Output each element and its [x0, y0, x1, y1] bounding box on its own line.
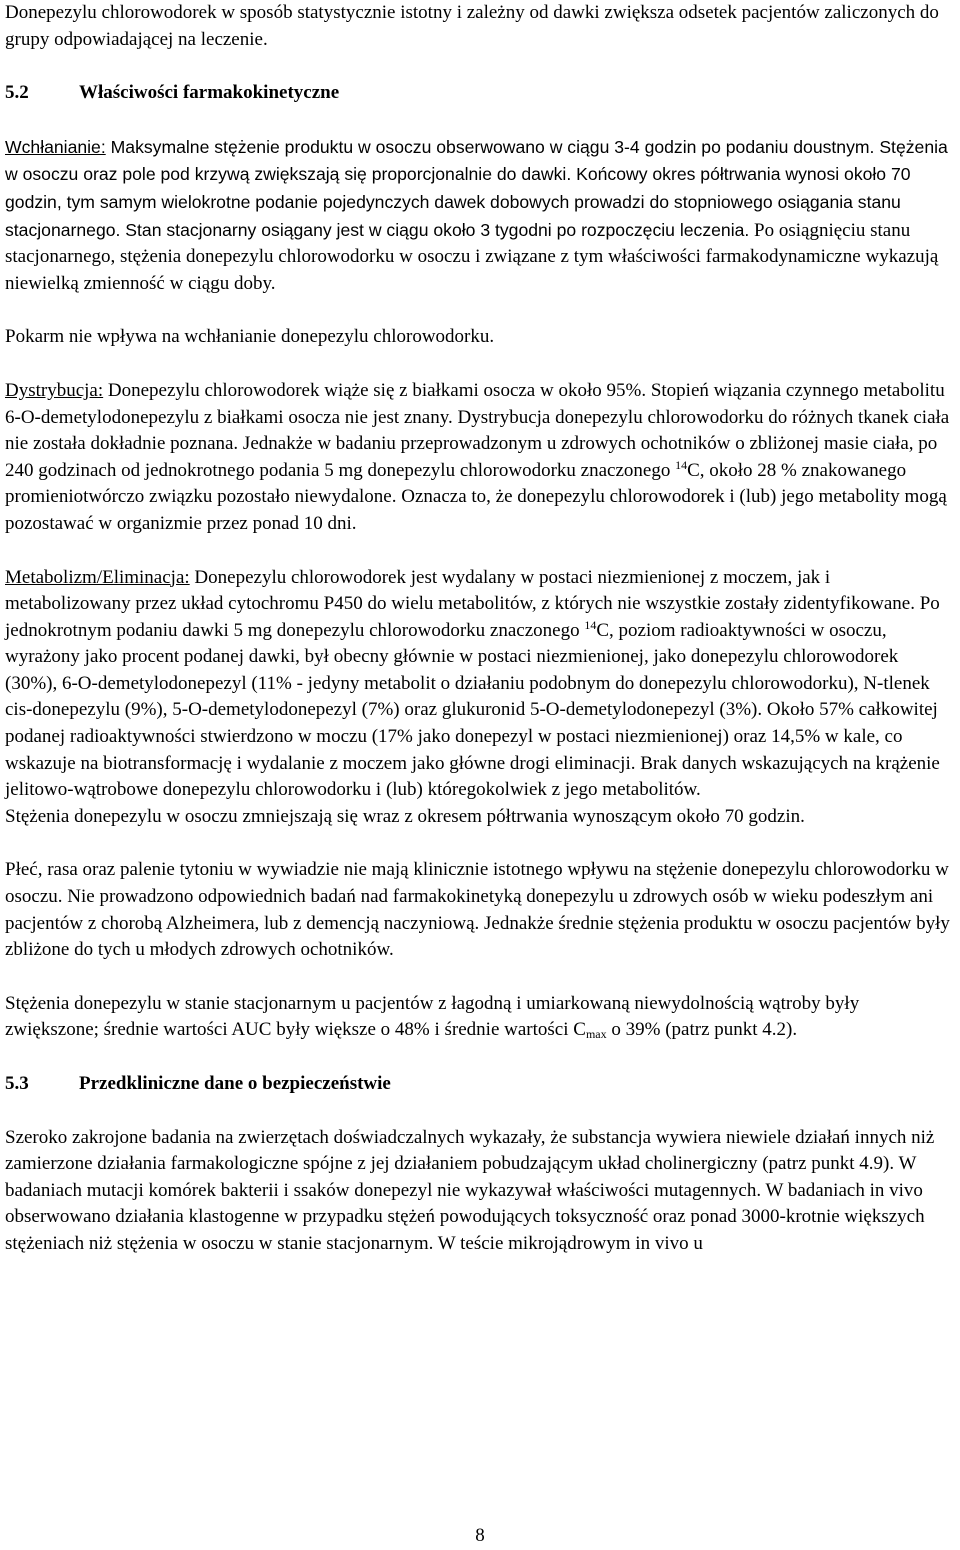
gender-race-paragraph: Płeć, rasa oraz palenie tytoniu w wywiadzie nie mają klinicznie istotnego wpływu na stężenie donepezylu chlorowodorku w osoczu. Nie prowadzono odpowiednich badań nad farmakokinetyką donepezylu u zdrowych osób w wieku podeszłym ani pacjentów z chorobą Alzheimera, lub z demencją naczyniową. Jednakże średnie stężenia produktu w osoczu pacjentów były zbliżone do tych u młodych zdrowych ochotników.	[5, 859, 950, 961]
absorption-text-1: Maksymalne stężenie produktu w osoczu obserwowano w ciągu 3-4 godzin po podaniu doustnym.	[105, 136, 875, 157]
section-heading-5-3	[5, 1071, 955, 1098]
section-heading-5-2	[5, 80, 955, 107]
intro-paragraph: Donepezylu chlorowodorek w sposób statystycznie istotny i zależny od dawki zwiększa odsetek pacjentów zaliczonych do grupy odpowiadającej na leczenie.	[5, 2, 939, 50]
hepatic-paragraph	[5, 991, 955, 1044]
metabolism-text-2: C, poziom radioaktywności w osoczu, wyrażony jako procent podanej dawki, był obecny głównie w postaci niezmienionej, jako donepezylu chlorowodorek (30%), 6-O-demetylodonepezyl (11% - jedyny metabolit o działaniu podobnym do donepezylu chlorowodorku), N-tlenek cis-donepezylu (9%), 5-O-demetylodonepezyl (7%) oraz glukuronid 5-O-demetylodonepezyl (3%). Około 57% całkowitej podanej radioaktywności stwierdzono w moczu (17% jako donepezyl w postaci niezmienionej) oraz 14,5% w kale, co wskazuje na biotransformację i wydalanie z moczem jako główne drogi eliminacji. Brak danych wskazujących na krążenie jelitowo-wątrobowe donepezylu chlorowodorku i (lub) któregokolwiek z jego metabolitów.	[5, 619, 940, 801]
hepatic-text-2: o 39% (patrz punkt 4.2).	[606, 1019, 798, 1041]
food-paragraph: Pokarm nie wpływa na wchłanianie donepezylu chlorowodorku.	[5, 326, 495, 348]
isotope-superscript: 14	[675, 457, 688, 472]
cmax-subscript: max	[585, 1027, 607, 1042]
metabolism-text-1: Donepezylu chlorowodorek jest wydalany w postaci niezmienionej z moczem, jak i metabolizowany przez układ cytochromu P450 do wielu metabolitów, z których nie wszystkie zostały zidentyfikowane. Po jednokrotnym podaniu dawki 5 mg donepezylu chlorowodorku znaczonego	[5, 566, 940, 641]
section-number: 5.3	[5, 1073, 29, 1094]
metabolism-paragraph	[5, 565, 955, 804]
hepatic-text-1: Stężenia donepezylu w stanie stacjonarnym u pacjentów z łagodną i umiarkowaną niewydolnością wątroby były zwiększone; średnie wartości AUC były większe o 48% i średnie wartości C	[5, 992, 860, 1041]
preclinical-paragraph: Szeroko zakrojone badania na zwierzętach doświadczalnych wykazały, że substancja wywiera niewiele działań innych niż zamierzone działania farmakologiczne spójne z jej działaniem pobudzającym układ cholinergiczny (patrz punkt 4.9). W badaniach mutacji komórek bakterii i ssaków donepezyl nie wykazywał właściwości mutagennych. W badaniach in vivo obserwowano działania klastogenne w przypadku stężeń powodujących toksyczność oraz ponad 3000-krotnie większych stężeniach niż stężenia w osoczu w stanie stacjonarnym. W teście mikrojądrowym in vivo u	[5, 1126, 935, 1254]
metabolism-label: Metabolizm/Eliminacja:	[5, 566, 190, 588]
absorption-label: Wchłanianie:	[5, 136, 106, 157]
isotope-superscript: 14	[584, 617, 597, 632]
page-number: 8	[475, 1525, 485, 1546]
half-life-paragraph: Stężenia donepezylu w osoczu zmniejszają się wraz z okresem półtrwania wynoszącym około 70 godzin.	[5, 805, 805, 827]
section-number: 5.2	[5, 82, 29, 104]
absorption-paragraph	[5, 134, 955, 298]
absorption-text-2: Stężenia w osoczu oraz pole pod krzywą zwiększają się proporcjonalnie do dawki. Końcowy okres półtrwania wynosi około 70 godzin, tym samym wielokrotne podanie pojedynczych dawek dobowych prowadzi do stopniowego osiągania stanu stacjonarnego. Stan stacjonarny osiągany jest w ciągu około 3 tygodni po rozpoczęciu leczenia.	[5, 136, 948, 240]
absorption-text-3: Po osiągnięciu stanu stacjonarnego, stężenia donepezylu chlorowodorku w osoczu i związane z tym właściwości farmakodynamiczne wykazują niewielką zmienność w ciągu doby.	[5, 219, 939, 294]
section-title: Przedkliniczne dane o bezpieczeństwie	[79, 1073, 391, 1094]
distribution-paragraph	[5, 378, 955, 538]
document-page	[5, 0, 955, 1258]
distribution-text-1: Donepezylu chlorowodorek wiąże się z białkami osocza w około 95%. Stopień wiązania czynnego metabolitu 6-O-demetylodonepezylu z białkami osocza nie jest znany. Dystrybucja donepezylu chlorowodorku do różnych tkanek ciała nie została dokładnie poznana. Jednakże w badaniu przeprowadzonym u zdrowych ochotników o zbliżonej masie ciała, po 240 godzinach od jednokrotnego podania 5 mg donepezylu chlorowodorku znaczonego	[5, 379, 950, 481]
distribution-text-2: C, około 28 % znakowanego promieniotwórczo związku pozostało niewydalone. Oznacza to, że donepezylu chlorowodorek i (lub) jego metabolity mogą pozostawać w organizmie przez ponad 10 dni.	[5, 459, 947, 534]
section-title: Właściwości farmakokinetyczne	[79, 82, 340, 104]
distribution-label: Dystrybucja:	[5, 379, 104, 401]
